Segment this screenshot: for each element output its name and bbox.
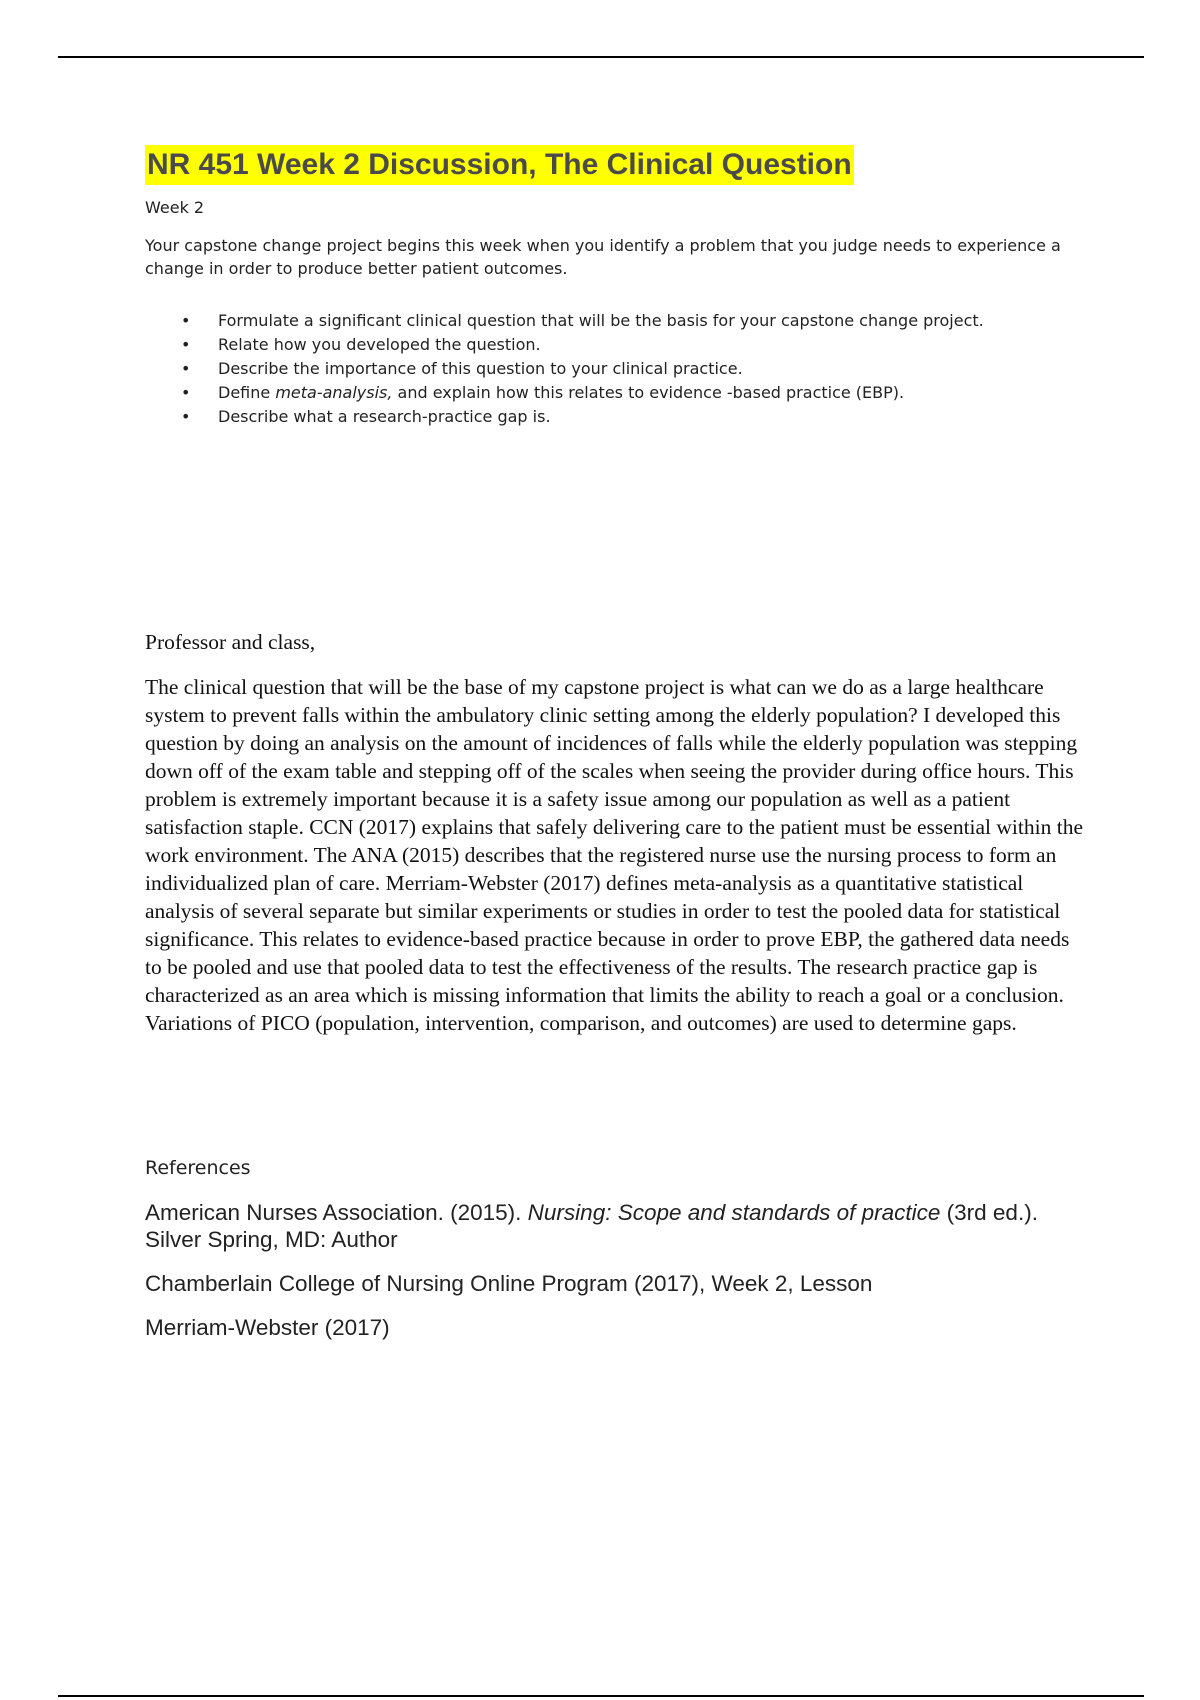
reference-text-emphasis: Nursing: Scope and standards of practice	[527, 1200, 941, 1225]
bullet-text-post: and explain how this relates to evidence -based practice (EBP).	[392, 383, 905, 402]
bullet-icon: •	[181, 383, 191, 402]
list-item	[145, 405, 1045, 428]
response-paragraph: The clinical question that will be the base of my capstone project is what can we do as a large healthcare system to prevent falls within the ambulatory clinic setting among the elderly population? I developed this question by doing an analysis on the amount of incidences of falls while the elderly population was stepping down off of the exam table and stepping off of the scales when seeing the provider during office hours. This problem is extremely important because it is a safety issue among our population as well as a patient satisfaction staple. CCN (2017) explains that safely delivering care to the patient must be essential within the work environment. The ANA (2015) describes that the registered nurse use the nursing process to form an individualized plan of care. Merriam-Webster (2017) defines meta-analysis as a quantitative statistical analysis of several separate but similar experiments or studies in order to test the pooled data for statistical significance. This relates to evidence-based practice because in order to prove EBP, the gathered data needs to be pooled and use that pooled data to test the effectiveness of the results. The research practice gap is characterized as an area which is missing information that limits the ability to reach a goal or a conclusion. Variations of PICO (population, intervention, comparison, and outcomes) are used to determine gaps.	[145, 675, 1083, 1035]
intro-paragraph: Your capstone change project begins this week when you identify a problem that you judge needs to experience a change in order to produce better patient outcomes.	[145, 236, 1061, 278]
page-title: NR 451 Week 2 Discussion, The Clinical Question	[145, 145, 854, 185]
bullet-text: Relate how you developed the question.	[218, 335, 541, 354]
bullet-icon: •	[181, 407, 191, 426]
reference-text-post: (3rd ed.). Silver Spring, MD: Author	[145, 1200, 1038, 1252]
reference-text-pre: American Nurses Association. (2015).	[145, 1200, 528, 1225]
references-heading: References	[145, 1157, 251, 1179]
bullet-text-emphasis: meta-analysis,	[275, 383, 393, 402]
assignment-bullet-list	[145, 309, 1045, 429]
bullet-text: Formulate a significant clinical question that will be the basis for your capstone change project.	[218, 311, 984, 330]
reference-item	[145, 1199, 1080, 1253]
reference-item: Chamberlain College of Nursing Online Program (2017), Week 2, Lesson	[145, 1271, 873, 1296]
bullet-icon: •	[181, 311, 191, 330]
list-item	[145, 357, 1045, 380]
bullet-icon: •	[181, 359, 191, 378]
bottom-rule	[58, 1695, 1144, 1697]
reference-item: Merriam-Webster (2017)	[145, 1315, 390, 1340]
list-item	[145, 309, 1045, 332]
greeting: Professor and class,	[145, 630, 316, 654]
bullet-text: Describe the importance of this question to your clinical practice.	[218, 359, 743, 378]
bullet-text-pre: Define	[218, 383, 276, 402]
list-item	[145, 333, 1045, 356]
bullet-icon: •	[181, 335, 191, 354]
top-rule	[58, 56, 1144, 58]
bullet-text: Describe what a research-practice gap is.	[218, 407, 551, 426]
list-item	[145, 381, 1045, 404]
week-label: Week 2	[145, 198, 205, 217]
